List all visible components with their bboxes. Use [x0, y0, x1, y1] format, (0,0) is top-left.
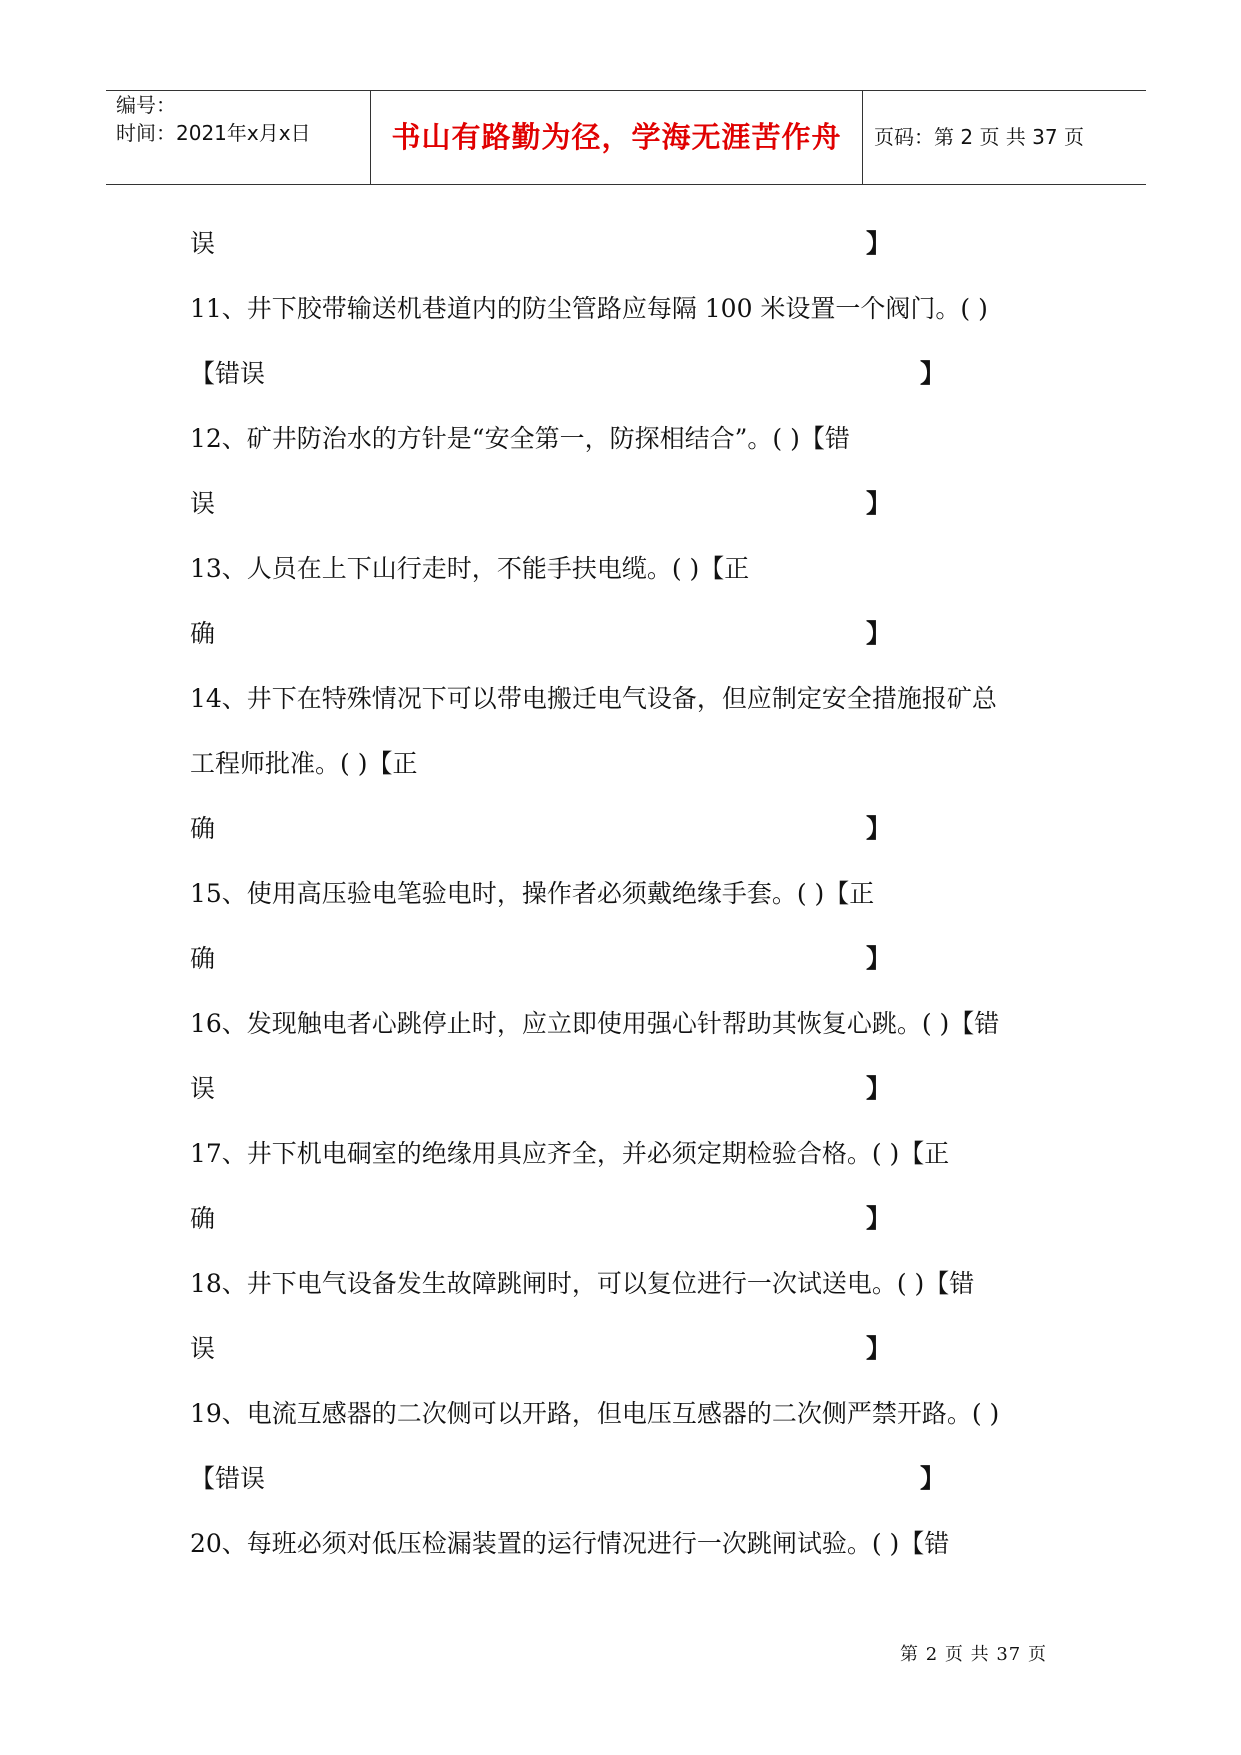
question-13: 13、人员在上下山行走时，不能手扶电缆。( )【正 — [190, 554, 750, 583]
close-bracket: 】 — [920, 1464, 946, 1493]
text-line: 误 — [190, 489, 216, 518]
question-17: 17、井下机电硐室的绝缘用具应齐全，并必须定期检验合格。( )【正 — [190, 1139, 950, 1168]
close-bracket: 】 — [866, 1074, 892, 1103]
text-line: 确 — [190, 944, 216, 973]
close-bracket: 】 — [920, 359, 946, 388]
header-divider-right — [862, 91, 863, 184]
header-motto: 书山有路勤为径，学海无涯苦作舟 — [391, 120, 842, 154]
header-code-label: 编号： — [116, 93, 176, 117]
page-header — [106, 90, 1146, 185]
close-bracket: 】 — [866, 1334, 892, 1363]
close-bracket: 】 — [866, 489, 892, 518]
text-line: 【错误 — [190, 359, 266, 388]
text-line: 【错误 — [190, 1464, 266, 1493]
question-11: 11、井下胶带输送机巷道内的防尘管路应每隔 100 米设置一个阀门。( ) — [190, 294, 988, 323]
question-18: 18、井下电气设备发生故障跳闸时，可以复位进行一次试送电。( )【错 — [190, 1269, 975, 1298]
text-line: 确 — [190, 619, 216, 648]
text-line: 误 — [190, 229, 216, 258]
header-meta — [116, 91, 371, 184]
question-14: 14、井下在特殊情况下可以带电搬迁电气设备，但应制定安全措施报矿总 — [190, 684, 997, 713]
close-bracket: 】 — [866, 229, 892, 258]
close-bracket: 】 — [866, 944, 892, 973]
question-12: 12、矿井防治水的方针是“安全第一，防探相结合”。( )【错 — [190, 424, 850, 453]
close-bracket: 】 — [866, 1204, 892, 1233]
text-line: 误 — [190, 1074, 216, 1103]
close-bracket: 】 — [866, 814, 892, 843]
text-line: 工程师批准。( )【正 — [190, 749, 418, 778]
close-bracket: 】 — [866, 619, 892, 648]
text-line: 误 — [190, 1334, 216, 1363]
page-footer: 第 2 页 共 37 页 — [900, 1644, 1047, 1665]
question-15: 15、使用高压验电笔验电时，操作者必须戴绝缘手套。( )【正 — [190, 879, 875, 908]
text-line: 确 — [190, 814, 216, 843]
question-19: 19、电流互感器的二次侧可以开路，但电压互感器的二次侧严禁开路。( ) — [190, 1399, 1000, 1428]
question-16: 16、发现触电者心跳停止时，应立即使用强心针帮助其恢复心跳。( )【错 — [190, 1009, 1000, 1038]
question-20: 20、每班必须对低压检漏装置的运行情况进行一次跳闸试验。( )【错 — [190, 1529, 950, 1558]
text-line: 确 — [190, 1204, 216, 1233]
header-page-label: 页码：第 2 页 共 37 页 — [874, 125, 1084, 149]
header-time-label: 时间：2021年x月x日 — [116, 121, 311, 145]
